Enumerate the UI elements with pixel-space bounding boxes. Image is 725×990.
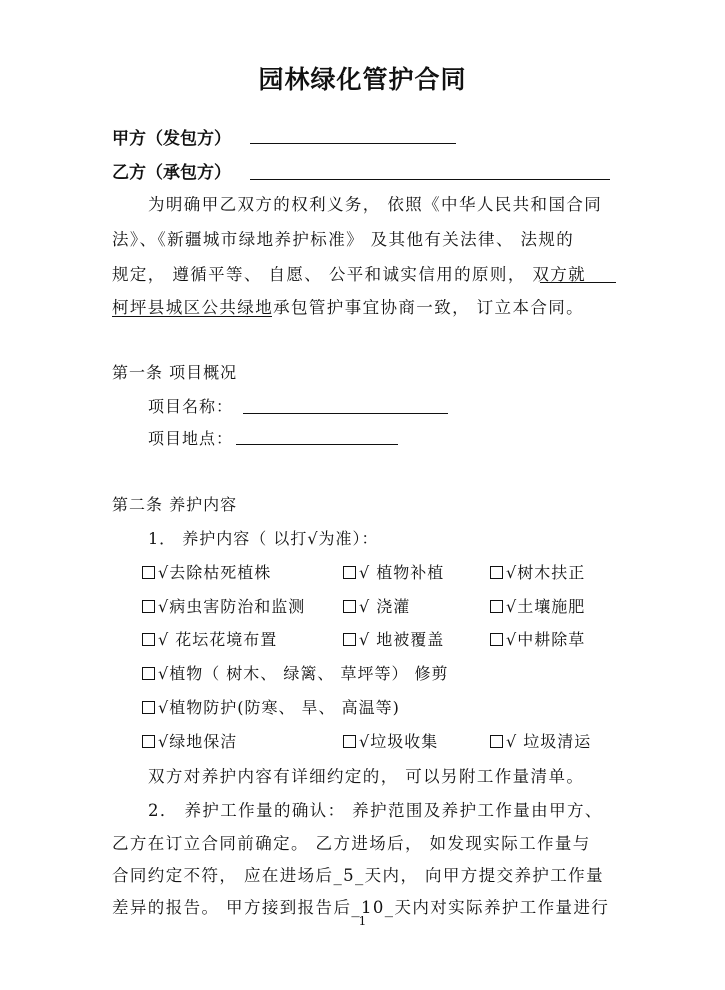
checkbox-icon[interactable]: [142, 667, 155, 680]
option-garbage-collection[interactable]: √垃圾收集: [343, 729, 438, 752]
intro-line-4: 柯坪县城区公共绿地承包管护事宜协商一致， 订立本合同。: [112, 298, 585, 317]
party-a-label: 甲方（发包方）: [112, 129, 231, 149]
checkbox-icon[interactable]: [343, 735, 356, 748]
article-2-note: 双方对养护内容有详细约定的， 可以另附工作量清单。: [148, 767, 585, 786]
checkbox-icon[interactable]: [343, 600, 356, 613]
page-number: 1: [358, 914, 367, 928]
checkbox-icon[interactable]: [490, 735, 503, 748]
option-pest-control[interactable]: √病虫害防治和监测: [142, 594, 305, 617]
option-garbage-removal[interactable]: √ 垃圾清运: [490, 729, 591, 752]
party-b-label: 乙方（承包方）: [112, 163, 231, 183]
checkbox-icon[interactable]: [142, 566, 155, 579]
checkbox-icon[interactable]: [142, 633, 155, 646]
option-irrigation[interactable]: √ 浇灌: [343, 594, 410, 617]
article-2-item-2-line-2: 乙方在订立合同前确定。 乙方进场后， 如发现实际工作量与: [112, 834, 591, 853]
checkbox-icon[interactable]: [142, 735, 155, 748]
option-pruning[interactable]: √植物（ 树木、 绿篱、 草坪等） 修剪: [142, 661, 449, 684]
article-2-heading: 第二条 养护内容: [112, 495, 238, 514]
page-title: 园林绿化管护合同: [258, 65, 467, 94]
checkbox-icon[interactable]: [490, 566, 503, 579]
project-location-blank[interactable]: [236, 444, 398, 445]
article-2-item-1: 1． 养护内容（ 以打√为准）：: [148, 529, 379, 548]
party-b-blank[interactable]: [250, 179, 610, 180]
intro-underline-b: [112, 316, 272, 317]
option-weeding[interactable]: √中耕除草: [490, 627, 585, 650]
option-ground-cover[interactable]: √ 地被覆盖: [343, 627, 444, 650]
project-name-blank[interactable]: [243, 413, 448, 414]
article-1-heading: 第一条 项目概况: [112, 363, 238, 382]
checkbox-icon[interactable]: [490, 633, 503, 646]
checkbox-icon[interactable]: [343, 566, 356, 579]
option-straighten-trees[interactable]: √树木扶正: [490, 560, 585, 583]
checkbox-icon[interactable]: [142, 600, 155, 613]
option-flower-beds[interactable]: √ 花坛花境布置: [142, 627, 277, 650]
article-2-item-2-line-4: 差异的报告。 甲方接到报告后_10_天内对实际养护工作量进行: [112, 898, 610, 917]
checkbox-icon[interactable]: [490, 600, 503, 613]
article-2-item-2-line-1: 2． 养护工作量的确认： 养护范围及养护工作量由甲方、: [148, 801, 603, 820]
option-cleaning[interactable]: √绿地保洁: [142, 729, 237, 752]
article-2-item-2-line-3: 合同约定不符， 应在进场后_5_天内， 向甲方提交养护工作量: [112, 866, 604, 885]
option-replant[interactable]: √ 植物补植: [343, 560, 444, 583]
checkbox-icon[interactable]: [343, 633, 356, 646]
intro-underline-a: [540, 282, 616, 283]
option-plant-protection[interactable]: √植物防护(防寒、 旱、 高温等): [142, 695, 400, 718]
project-location-label: 项目地点：: [148, 429, 234, 448]
party-a-blank[interactable]: [250, 143, 456, 144]
option-fertilize[interactable]: √土壤施肥: [490, 594, 585, 617]
intro-line-1: 为明确甲乙双方的权利义务， 依照《中华人民共和国合同: [148, 195, 603, 214]
checkbox-icon[interactable]: [142, 701, 155, 714]
option-remove-dead-plants[interactable]: √去除枯死植株: [142, 560, 271, 583]
intro-line-3: 规定， 遵循平等、 自愿、 公平和诚实信用的原则， 双方就: [112, 265, 587, 284]
project-name-label: 项目名称：: [148, 397, 234, 416]
intro-line-2: 法》、《新疆城市绿地养护标准》 及其他有关法律、 法规的: [112, 230, 575, 249]
